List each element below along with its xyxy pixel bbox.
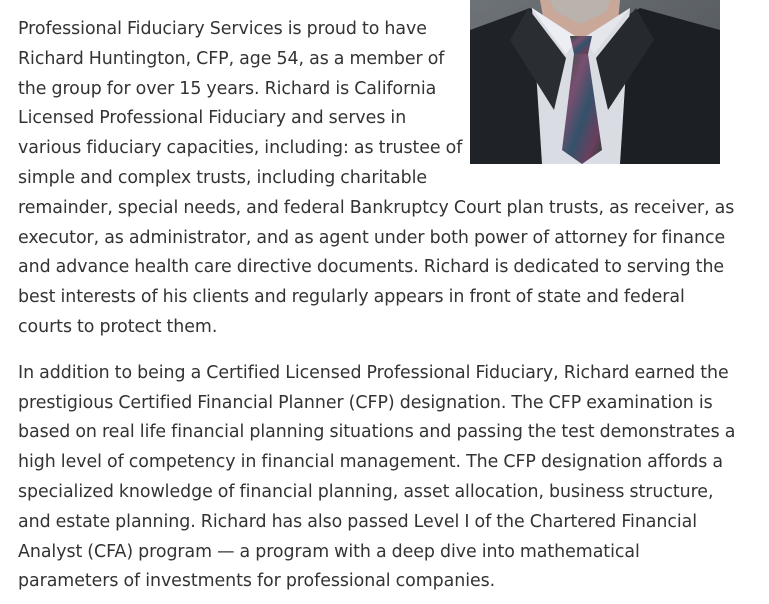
bio-paragraph-2: [18, 359, 736, 597]
paragraph-line: courts to protect them.: [18, 316, 218, 337]
paragraph-line: best interests of his clients and regularly appears in front of state and federal: [18, 287, 685, 308]
bio-paragraph-1: [18, 15, 735, 343]
paragraph-line: parameters of investments for professional companies.: [18, 571, 496, 592]
paragraph-line: based on real life financial planning situations and passing the test demonstrates a: [18, 422, 736, 443]
paragraph-line: the group for over 15 years. Richard is California: [18, 78, 437, 99]
paragraph-line: various fiduciary capacities, including: as trustee of: [18, 138, 463, 159]
paragraph-line: Licensed Professional Fiduciary and serves in: [18, 108, 407, 129]
paragraph-line: Richard Huntington, CFP, age 54, as a member of: [18, 48, 445, 69]
paragraph-line: remainder, special needs, and federal Bankruptcy Court plan trusts, as receiver, as: [18, 197, 735, 218]
paragraph-line: executor, as administrator, and as agent under both power of attorney for finance: [18, 227, 726, 248]
paragraph-line: Analyst (CFA) program — a program with a deep dive into mathematical: [18, 541, 640, 562]
paragraph-line: and estate planning. Richard has also passed Level I of the Chartered Financial: [18, 511, 698, 532]
paragraph-line: In addition to being a Certified Licensed Professional Fiduciary, Richard earned the: [18, 362, 729, 383]
paragraph-line: specialized knowledge of financial planning, asset allocation, business structure,: [18, 481, 714, 502]
bio-section: [18, 15, 736, 597]
paragraph-line: prestigious Certified Financial Planner (CFP) designation. The CFP examination is: [18, 392, 713, 413]
paragraph-line: and advance health care directive documents. Richard is dedicated to serving the: [18, 257, 725, 278]
paragraph-line: high level of competency in financial management. The CFP designation affords a: [18, 452, 723, 473]
paragraph-line: simple and complex trusts, including charitable: [18, 167, 428, 188]
paragraph-line: Professional Fiduciary Services is proud to have: [18, 19, 427, 39]
